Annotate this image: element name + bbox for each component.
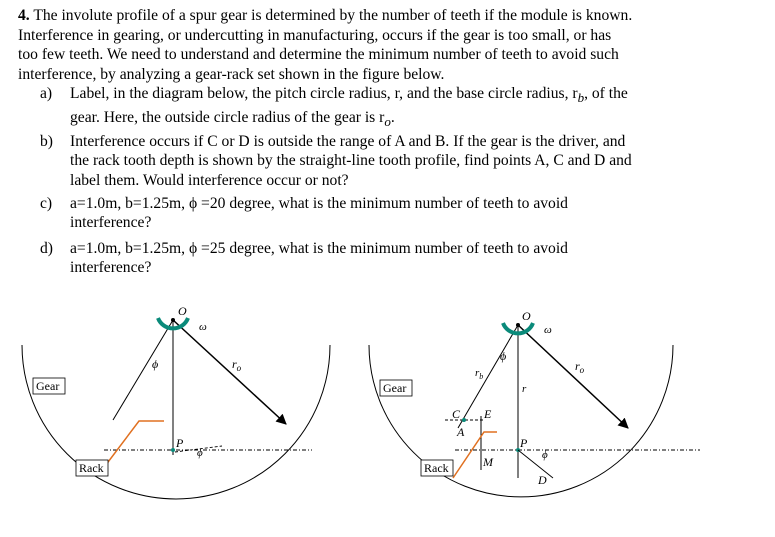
right-gear-label-box bbox=[380, 380, 412, 396]
right-m-label: M bbox=[483, 455, 493, 469]
left-rack-tooth bbox=[99, 421, 164, 474]
svg-text:Gear: Gear bbox=[36, 379, 60, 393]
problem-text bbox=[18, 6, 738, 278]
right-r-label: r bbox=[522, 383, 527, 395]
right-omega: ω bbox=[544, 324, 552, 336]
problem-intro: 4. The involute profile of a spur gear is determined by the number of teeth if the module is known. Interference in gearing, or undercutting in manufacturing, occurs if the gear is too small, or has too few teeth. We need to understand and determine the minimum number of teeth to avoid such interference, by analyzing a gear-rack set shown in the figure below. bbox=[18, 7, 633, 83]
svg-text:Gear: Gear bbox=[383, 381, 407, 395]
left-phi-bottom: ϕ bbox=[197, 447, 203, 459]
item-a: a) Label, in the diagram below, the pitch circle radius, r, and the base circle radius, $r_b$, of the gear. Here, the outside circle radius of the gear is $r_o$. bbox=[40, 85, 628, 130]
right-phi-bottom: ϕ bbox=[542, 449, 548, 461]
svg-text:Rack: Rack bbox=[79, 461, 104, 475]
left-omega: ω bbox=[199, 321, 207, 333]
right-gear-outline bbox=[369, 345, 673, 497]
left-rack-label-box bbox=[76, 460, 108, 476]
left-p-label: P bbox=[176, 436, 184, 450]
right-rb-label: $r_b$ bbox=[475, 367, 484, 381]
problem-number: 4. bbox=[18, 7, 30, 24]
right-phi-top: ϕ bbox=[500, 349, 507, 363]
left-ro-label: $r_o$ bbox=[232, 357, 242, 373]
left-line-of-action bbox=[113, 320, 173, 420]
gear-rack-figure bbox=[0, 300, 775, 537]
left-phi-top: ϕ bbox=[152, 357, 159, 371]
item-b: b) Interference occurs if C or D is outside the range of A and B. If the gear is the driver, and the rack tooth depth is shown by the straight-line tooth profile, find points A, C and D and label them. Would interference occur or not? bbox=[40, 132, 632, 189]
left-gear-label-box bbox=[33, 378, 65, 394]
right-ro-line bbox=[518, 325, 628, 428]
left-diagram bbox=[22, 304, 330, 499]
right-c-label: C bbox=[452, 407, 461, 421]
right-a-label: A bbox=[457, 425, 465, 439]
right-e-label: E bbox=[484, 407, 492, 421]
right-ro-label: $r_o$ bbox=[575, 359, 585, 375]
right-diagram bbox=[369, 309, 700, 497]
right-rack-label-box bbox=[421, 460, 453, 476]
right-p-label: P bbox=[520, 436, 528, 450]
right-center-label: O bbox=[522, 309, 531, 323]
left-center-label: O bbox=[178, 304, 187, 318]
svg-text:Rack: Rack bbox=[424, 461, 449, 475]
left-ro-line bbox=[173, 320, 286, 424]
item-d: d) a=1.0m, b=1.25m, ϕ =25 degree, what is the minimum number of teeth to avoid interference? bbox=[40, 239, 568, 277]
right-d-label: D bbox=[538, 473, 547, 487]
item-c: c) a=1.0m, b=1.25m, ϕ =20 degree, what is the minimum number of teeth to avoid interference? bbox=[40, 194, 568, 232]
